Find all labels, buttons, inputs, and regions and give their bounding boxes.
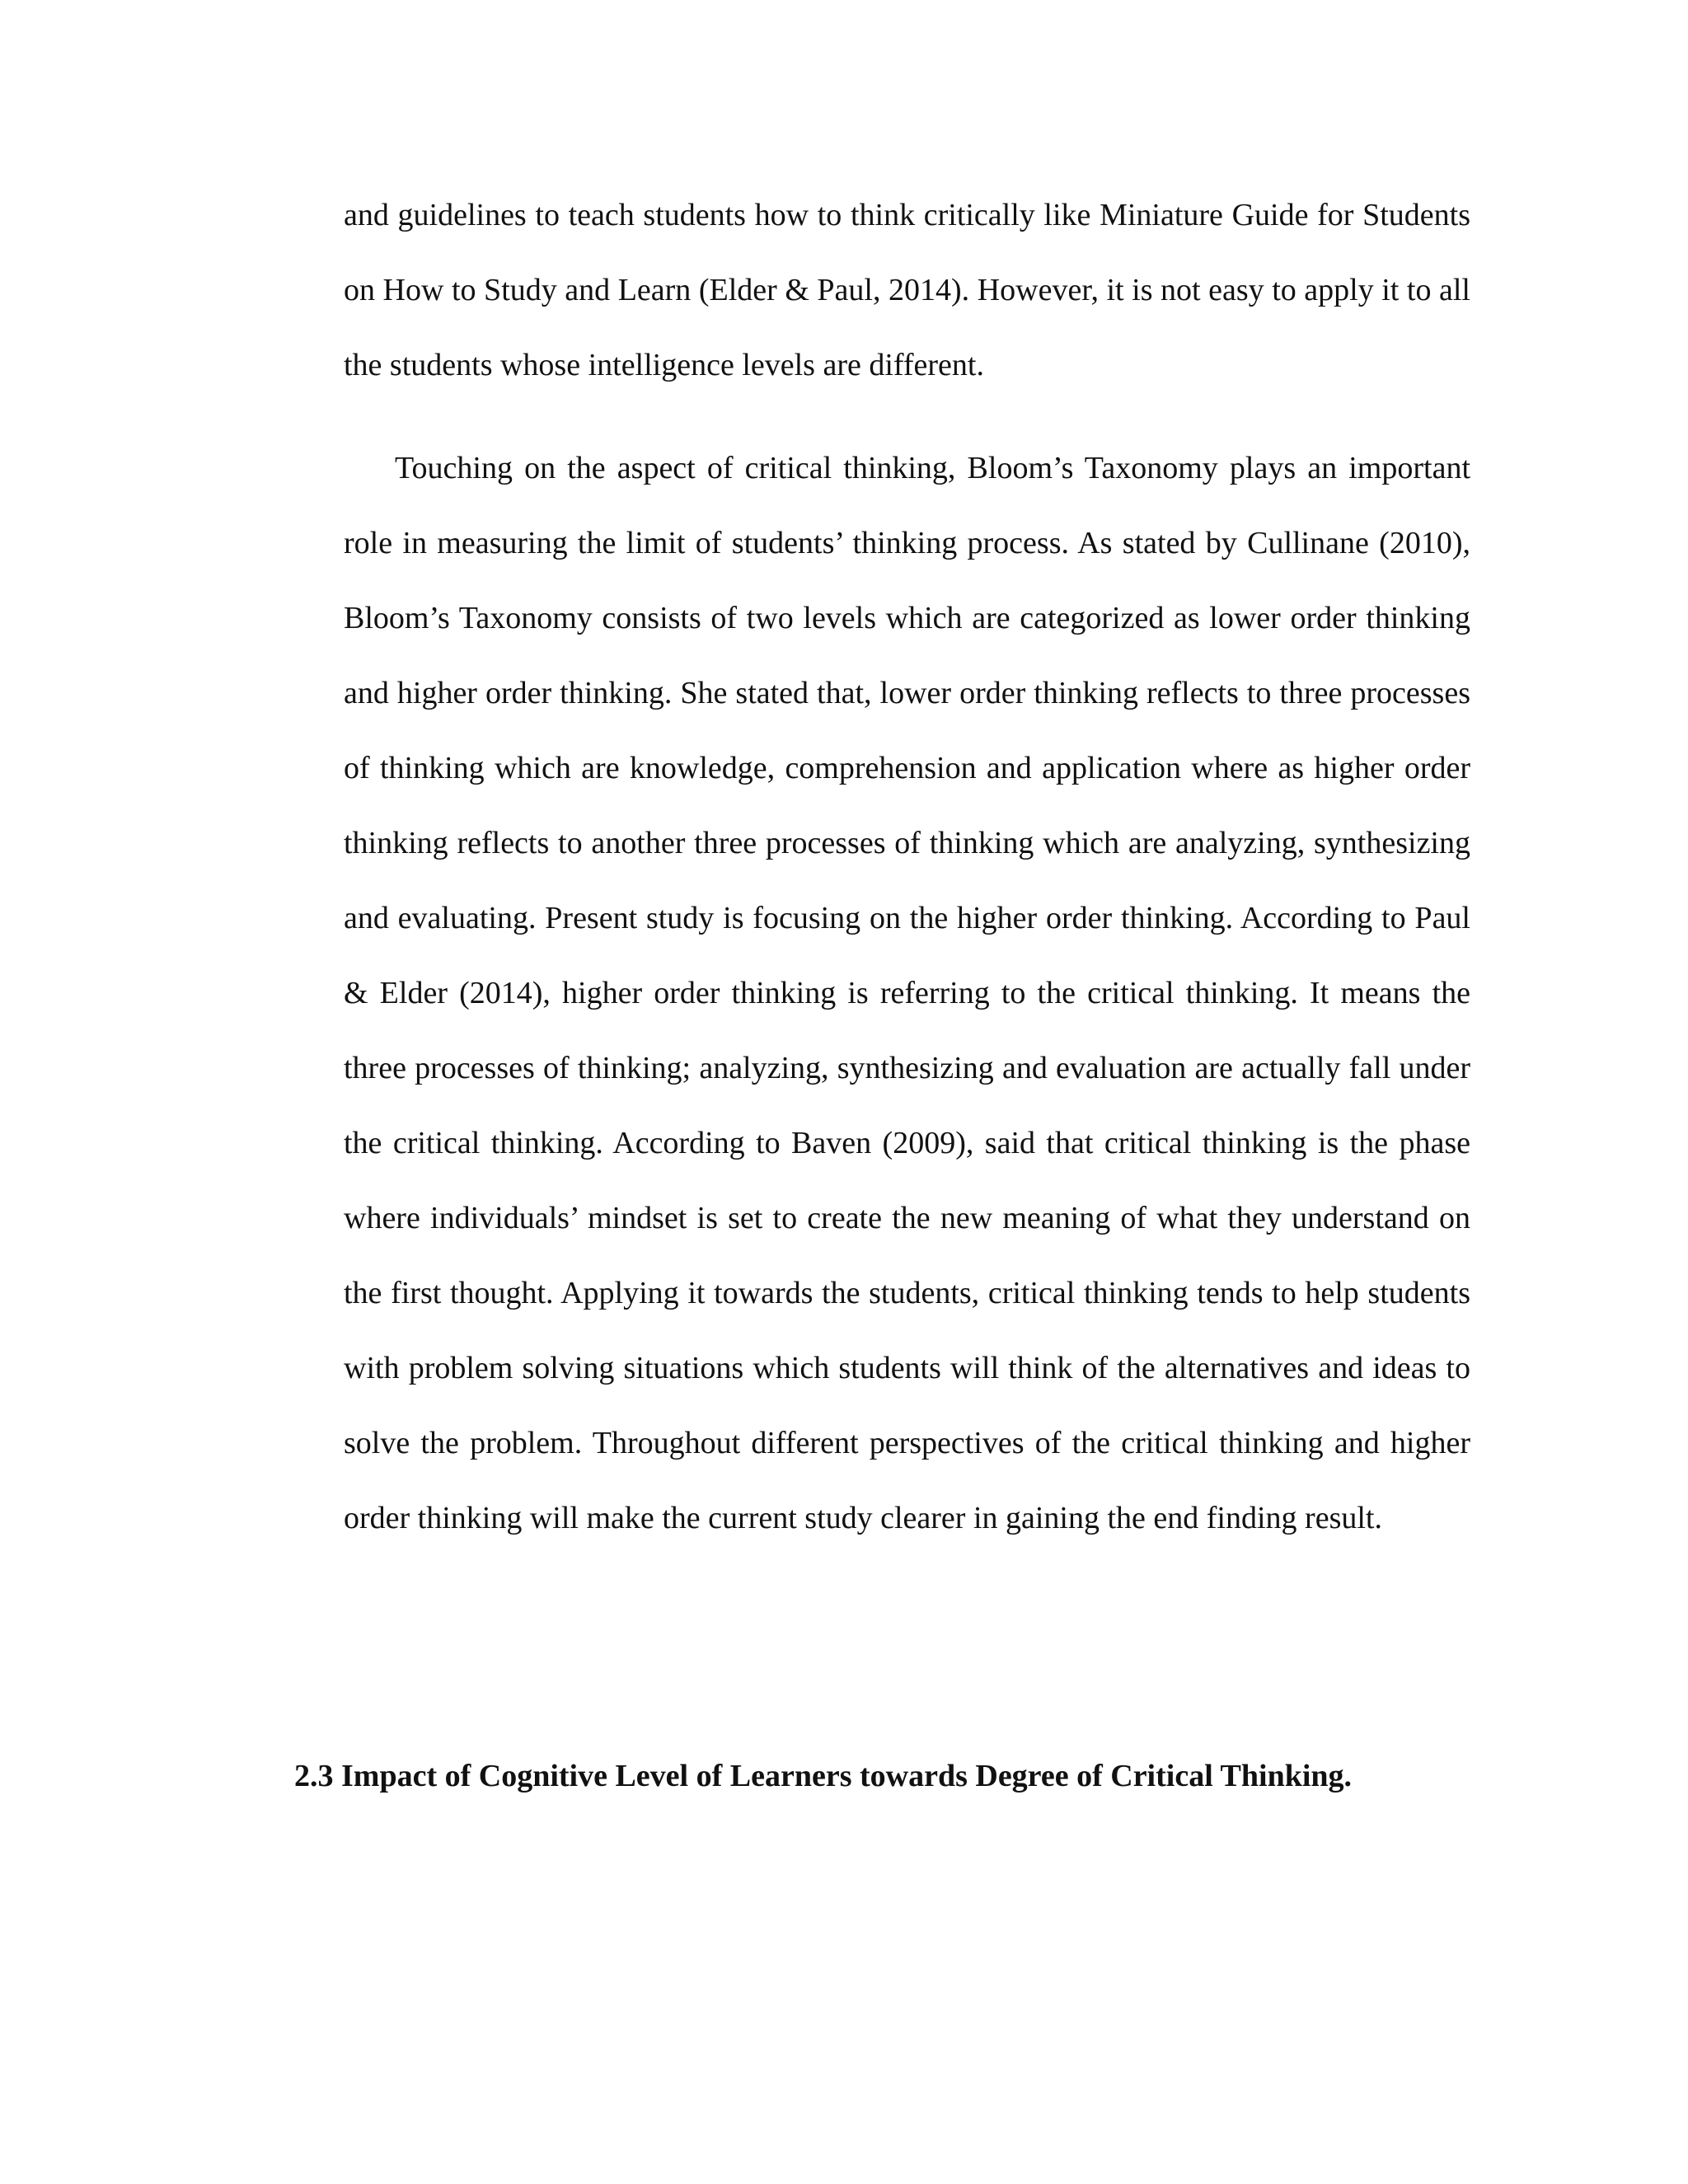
section-heading: 2.3 Impact of Cognitive Level of Learners towards Degree of Critical Thinking.	[294, 1759, 1353, 1793]
body-paragraph-blooms-taxonomy: Touching on the aspect of critical thinking, Bloom’s Taxonomy plays an important role in measuring the limit of students’ thinking process. As stated by Cullinane (2010), Bloom’s Taxonomy consists of two levels which are categorized as lower order thinking and higher order thinking. She stated that, lower order thinking reflects to three processes of thinking which are knowledge, comprehension and application where as higher order thinking reflects to another three processes of thinking which are analyzing, synthesizing and evaluating. Present study is focusing on the higher order thinking. According to Paul & Elder (2014), higher order thinking is referring to the critical thinking. It means the three processes of thinking; analyzing, synthesizing and evaluation are actually fall under the critical thinking. According to Baven (2009), said that critical thinking is the phase where individuals’ mindset is set to create the new meaning of what they understand on the first thought. Applying it towards the students, critical thinking tends to help students with problem solving situations which students will think of the alternatives and ideas to solve the problem. Throughout different perspectives of the critical thinking and higher order thinking will make the current study clearer in gaining the end finding result.	[344, 451, 1470, 1535]
body-paragraph-continued: and guidelines to teach students how to think critically like Miniature Guide for Students on How to Study and Learn (Elder & Paul, 2014). However, it is not easy to apply it to all the students whose intelligence levels are different.	[344, 198, 1470, 382]
